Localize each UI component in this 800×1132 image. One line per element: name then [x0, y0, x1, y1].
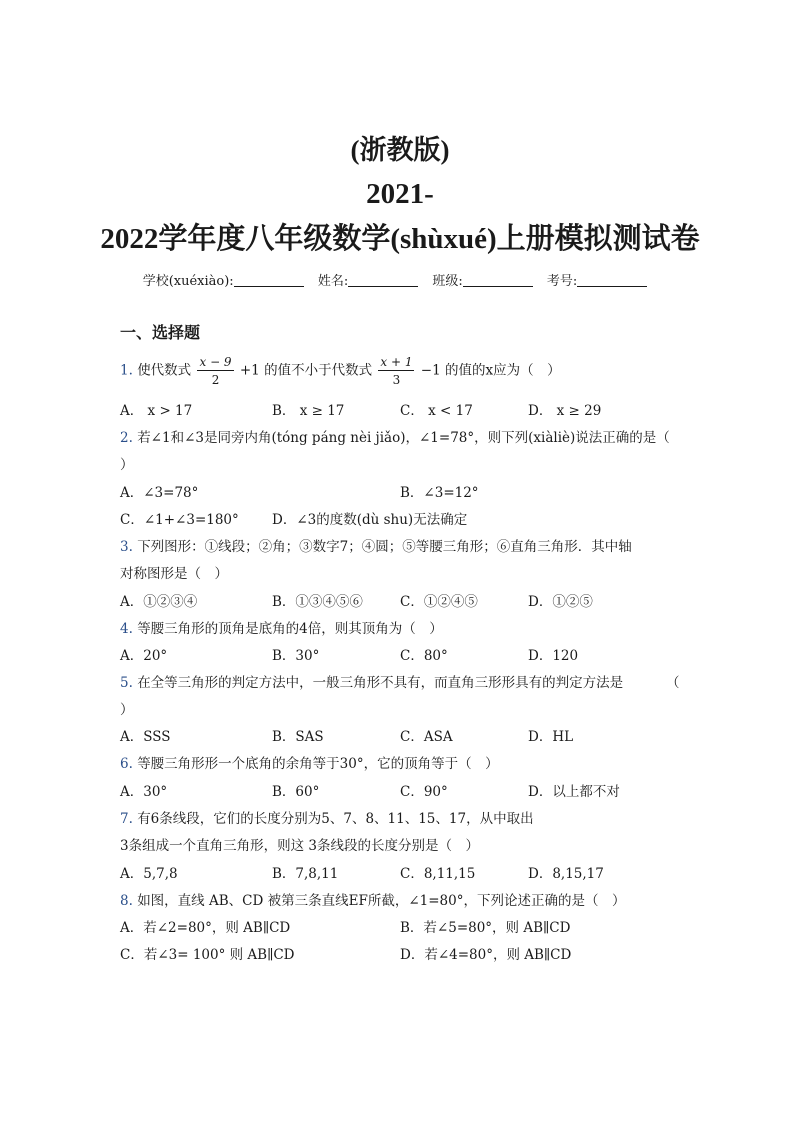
- class-blank[interactable]: [463, 274, 533, 287]
- option-a[interactable]: A．5,7,8: [120, 866, 178, 882]
- fraction-1: [197, 356, 233, 386]
- question-number: 8.: [120, 893, 133, 909]
- option-d[interactable]: D．120: [528, 648, 579, 664]
- question-8: [120, 889, 625, 909]
- option-a[interactable]: A．SSS: [120, 729, 171, 745]
- question-6: [120, 752, 499, 772]
- option-c[interactable]: C．ASA: [400, 729, 453, 745]
- option-b[interactable]: B．若∠5=80°，则 AB∥CD: [400, 920, 571, 936]
- option-d[interactable]: D．∠3的度数(dù shu)无法确定: [272, 512, 468, 528]
- option-a[interactable]: A．30°: [120, 784, 168, 800]
- option-d[interactable]: D．8,15,17: [528, 866, 604, 882]
- school-label: 学校(xuéxiào):: [142, 274, 234, 289]
- option-a[interactable]: A．①②③④: [120, 594, 198, 610]
- option-c[interactable]: C． x < 17: [400, 403, 473, 419]
- option-d[interactable]: D．①②⑤: [528, 594, 593, 610]
- question-number: 6.: [120, 756, 133, 772]
- option-b[interactable]: B．①③④⑤⑥: [272, 594, 363, 610]
- question-number: 5.: [120, 675, 133, 691]
- option-c[interactable]: C．∠1+∠3=180°: [120, 512, 239, 528]
- fraction-denominator: 3: [392, 373, 401, 387]
- question-text: 等腰三角形形一个底角的余角等于30°，它的顶角等于（ ）: [137, 756, 499, 772]
- fraction-denominator: 2: [211, 373, 220, 387]
- page-title: 2022学年度八年级数学(shùxué)上册模拟测试卷: [100, 223, 700, 255]
- option-d[interactable]: D． x ≥ 29: [528, 403, 602, 419]
- name-label: 姓名:: [317, 274, 349, 289]
- question-text: −1 的值的x应为（ ）: [420, 362, 561, 379]
- option-d[interactable]: D．若∠4=80°，则 AB∥CD: [400, 947, 572, 963]
- question-5: [120, 671, 623, 691]
- school-blank[interactable]: [234, 274, 304, 287]
- question-text: +1 的值不小于代数式: [239, 362, 373, 379]
- year-line: 2021-: [366, 178, 434, 210]
- name-blank[interactable]: [348, 274, 418, 287]
- question-number: 3.: [120, 539, 133, 555]
- option-b[interactable]: B．SAS: [272, 729, 324, 745]
- option-d[interactable]: D．以上都不对: [528, 784, 620, 800]
- question-text: 有6条线段，它们的长度分别为5、7、8、11、15、17，从中取出: [137, 811, 534, 827]
- question-text: 下列图形：①线段；②角；③数字7；④圆；⑤等腰三角形；⑥直角三角形．其中轴: [137, 539, 632, 555]
- class-label: 班级:: [432, 274, 463, 289]
- fraction-numerator: x + 1: [380, 355, 413, 369]
- option-c[interactable]: C．8,11,15: [400, 866, 476, 882]
- option-c[interactable]: C．90°: [400, 784, 448, 800]
- option-b[interactable]: B．30°: [272, 648, 320, 664]
- fraction-numerator: x − 9: [199, 355, 232, 369]
- question-7: [120, 807, 534, 827]
- option-a[interactable]: A．20°: [120, 648, 168, 664]
- question-text: 使代数式: [137, 362, 192, 379]
- question-1: [120, 356, 561, 386]
- option-c[interactable]: C．①②④⑤: [400, 594, 478, 610]
- question-text-cont: ）: [120, 702, 134, 718]
- option-b[interactable]: B．60°: [272, 784, 320, 800]
- question-3: [120, 535, 632, 555]
- question-text-cont: 3条组成一个直角三角形，则这 3条线段的长度分别是（ ）: [120, 838, 479, 854]
- edition-label: (浙教版): [350, 135, 450, 165]
- question-text-cont: ）: [120, 457, 134, 473]
- student-info-line: [0, 270, 800, 289]
- question-text: 如图，直线 AB、CD 被第三条直线EF所截，∠1=80°，下列论述正确的是（ ）: [137, 893, 626, 909]
- fraction-2: [378, 356, 414, 386]
- question-text: 等腰三角形的顶角是底角的4倍，则其顶角为（ ）: [137, 621, 443, 637]
- option-b[interactable]: B．7,8,11: [272, 866, 339, 882]
- option-b[interactable]: B．∠3=12°: [400, 485, 479, 501]
- option-d[interactable]: D．HL: [528, 729, 574, 745]
- question-paren-open: （: [666, 675, 680, 691]
- option-a[interactable]: A．若∠2=80°，则 AB∥CD: [120, 920, 291, 936]
- question-text-cont: 对称图形是（ ）: [120, 566, 228, 582]
- question-text: 在全等三角形的判定方法中，一般三角形不具有，而直角三形形具有的判定方法是: [137, 675, 624, 691]
- question-number: 1.: [120, 362, 133, 379]
- question-number: 2.: [120, 430, 133, 446]
- option-b[interactable]: B． x ≥ 17: [272, 403, 345, 419]
- option-c[interactable]: C．若∠3= 100° 则 AB∥CD: [120, 947, 295, 963]
- question-number: 7.: [120, 811, 133, 827]
- option-c[interactable]: C．80°: [400, 648, 448, 664]
- section-title: 一、选择题: [120, 323, 201, 342]
- question-2: [120, 426, 670, 446]
- option-a[interactable]: A． x > 17: [120, 403, 193, 419]
- number-label: 考号:: [546, 274, 578, 289]
- option-a[interactable]: A．∠3=78°: [120, 485, 199, 501]
- number-blank[interactable]: [577, 274, 647, 287]
- question-number: 4.: [120, 621, 133, 637]
- question-text: 若∠1和∠3是同旁内角(tóng páng nèi jiǎo)，∠1=78°，则下列(xiàliè)说法正确的是（: [137, 430, 670, 446]
- question-4: [120, 617, 443, 637]
